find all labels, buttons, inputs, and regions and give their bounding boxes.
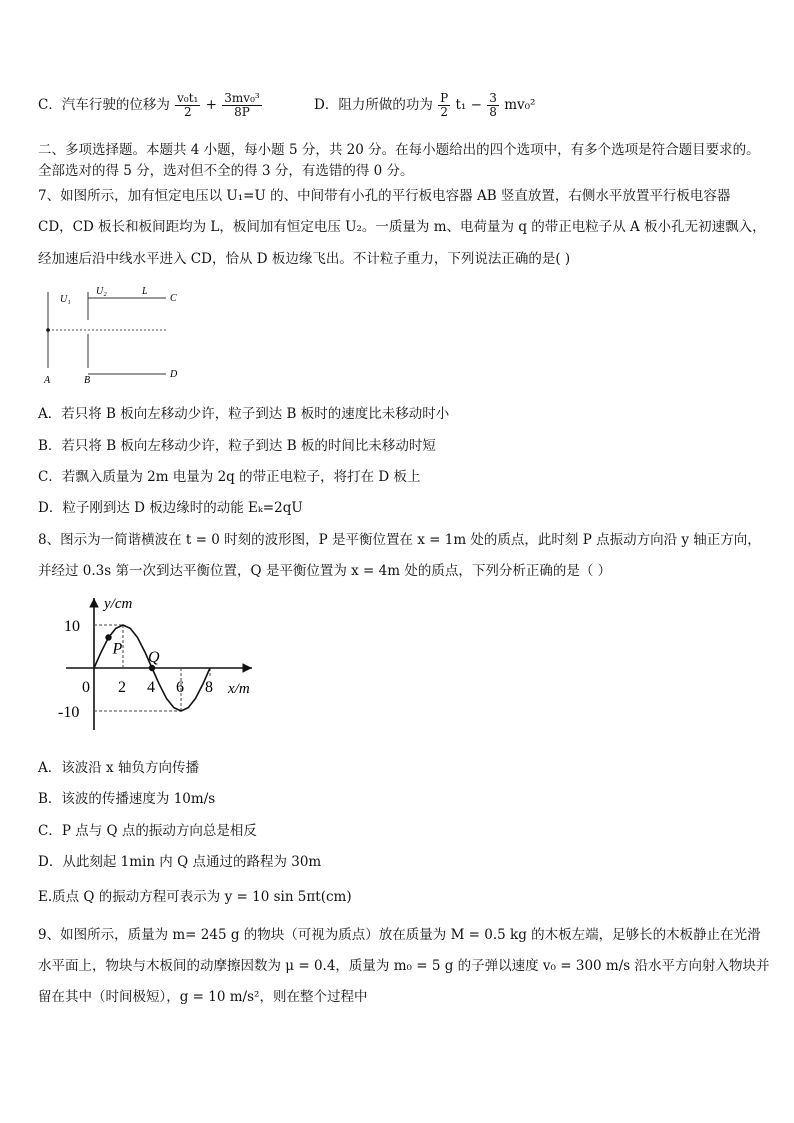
particle-dot bbox=[46, 328, 50, 332]
y-tick-label: 10 bbox=[64, 618, 80, 635]
fraction-numerator: P bbox=[440, 91, 449, 105]
point-label-q: Q bbox=[148, 649, 160, 666]
fraction-numerator: v₀t₁ bbox=[177, 91, 199, 105]
q7-capacitor-diagram bbox=[38, 282, 188, 388]
x-tick-label: 6 bbox=[176, 679, 184, 696]
q9-stem-1: 9、如图所示，质量为 m= 245 g 的物块（可视为质点）放在质量为 M = 0.5 kg 的木板左端，足够长的木板静止在光滑 bbox=[38, 927, 761, 943]
fraction-numerator: 3mv₀³ bbox=[224, 91, 260, 105]
label-b: B bbox=[84, 375, 91, 386]
y-axis-label: y/cm bbox=[104, 596, 133, 612]
q6-option-c-fraction-1 bbox=[175, 92, 200, 119]
x-tick-label: 2 bbox=[118, 679, 126, 696]
q7-stem-2: CD，CD 板长和板间距均为 L，板间加有恒定电压 U₂。一质量为 m、电荷量为 q 的带正电粒子从 A 板小孔无初速飘入， bbox=[38, 219, 766, 235]
q8-option-c: C．P 点与 Q 点的振动方向总是相反 bbox=[38, 823, 257, 839]
fraction-denominator: 2 bbox=[183, 105, 192, 119]
q6-option-d-mid: t₁ − bbox=[455, 97, 482, 113]
label-a: A bbox=[44, 375, 51, 386]
q9-stem-2: 水平面上，物块与木板间的动摩擦因数为 μ = 0.4，质量为 m₀ = 5 g 的子弹以速度 v₀ = 300 m/s 沿水平方向射入物块并 bbox=[38, 958, 770, 974]
x-tick-label: 8 bbox=[205, 679, 213, 696]
x-tick-label: 4 bbox=[147, 679, 155, 696]
q6-option-c bbox=[38, 92, 263, 119]
plus-sign: + bbox=[205, 97, 217, 113]
fraction-denominator: 8 bbox=[489, 105, 497, 119]
q8-option-d: D．从此刻起 1min 内 Q 点通过的路程为 30m bbox=[38, 854, 322, 870]
q8-option-a: A．该波沿 x 轴负方向传播 bbox=[38, 760, 199, 776]
x-axis-label: x/m bbox=[228, 681, 250, 697]
q6-option-c-text: C．汽车行驶的位移为 bbox=[38, 97, 170, 113]
q8-option-b: B．该波的传播速度为 10m/s bbox=[38, 791, 216, 807]
q8-stem-1: 8、图示为一简谐横波在 t = 0 时刻的波形图，P 是平衡位置在 x = 1m 处的质点，此时刻 P 点振动方向沿 y 轴正方向， bbox=[38, 532, 761, 548]
q8-option-e: E.质点 Q 的振动方程可表示为 y = 10 sin 5πt(cm) bbox=[38, 889, 352, 905]
q6-option-d-fraction-1 bbox=[438, 92, 450, 119]
q7-option-b: B．若只将 B 板向左移动少许，粒子到达 B 板的时间比未移动时短 bbox=[38, 438, 436, 454]
q8-stem-2: 并经过 0.3s 第一次到达平衡位置，Q 是平衡位置为 x = 4m 处的质点，下列分析正确的是（ ） bbox=[38, 563, 612, 579]
q6-option-c-fraction-2 bbox=[222, 92, 261, 119]
label-c: C bbox=[170, 293, 177, 304]
q7-option-d: D．粒子刚到达 D 板边缘时的动能 Eₖ=2qU bbox=[38, 500, 303, 516]
q9-stem-3: 留在其中（时间极短），g = 10 m/s²，则在整个过程中 bbox=[38, 989, 368, 1005]
point-p bbox=[105, 634, 111, 640]
label-d: D bbox=[170, 369, 178, 380]
q7-option-a: A．若只将 B 板向左移动少许，粒子到达 B 板时的速度比未移动时小 bbox=[38, 406, 450, 422]
label-u2: U₂ bbox=[96, 286, 107, 297]
q7-stem-3: 经加速后沿中线水平进入 CD，恰从 D 板边缘飞出。不计粒子重力，下列说法正确的是( ) bbox=[38, 251, 571, 267]
q6-option-d-tail: mv₀² bbox=[504, 97, 536, 113]
q8-wave-chart bbox=[56, 592, 272, 738]
q7-option-c: C．若飘入质量为 2m 电量为 2q 的带正电粒子，将打在 D 板上 bbox=[38, 469, 421, 485]
fraction-numerator: 3 bbox=[489, 91, 497, 105]
y-tick-label: -10 bbox=[58, 704, 80, 721]
label-u1: U₁ bbox=[60, 294, 71, 305]
q7-stem-1: 7、如图所示，加有恒定电压以 U₁=U 的、中间带有小孔的平行板电容器 AB 竖直放置，右侧水平放置平行板电容器 bbox=[38, 188, 731, 204]
q6-option-d bbox=[314, 92, 535, 119]
label-l: L bbox=[142, 286, 148, 297]
q6-option-d-text: D．阻力所做的功为 bbox=[314, 97, 433, 113]
fraction-denominator: 2 bbox=[440, 105, 448, 119]
point-label-p: P bbox=[112, 640, 123, 658]
q6-option-d-fraction-2 bbox=[487, 92, 499, 119]
fraction-denominator: 8P bbox=[234, 105, 250, 119]
x-tick-label: 0 bbox=[82, 679, 90, 696]
wave-marks bbox=[58, 618, 213, 721]
section2-line-2: 全部选对的得 5 分，选对但不全的得 3 分，有选错的得 0 分。 bbox=[38, 163, 414, 179]
section2-line-1: 二、多项选择题。本题共 4 小题，每小题 5 分，共 20 分。在每小题给出的四个选项中，有多个选项是符合题目要求的。 bbox=[38, 142, 760, 158]
